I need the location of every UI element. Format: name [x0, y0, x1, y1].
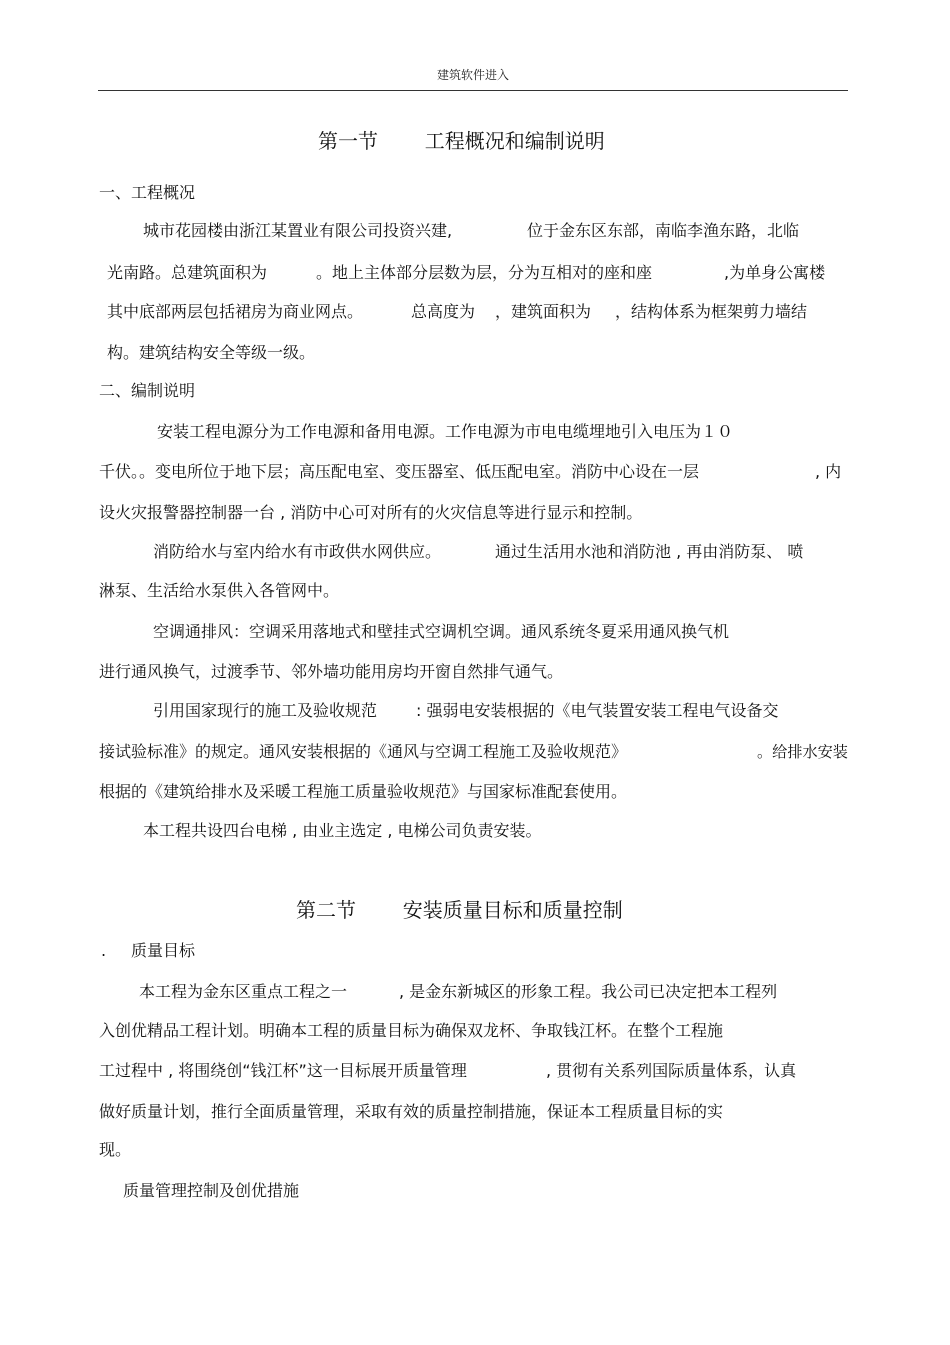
header-divider — [98, 90, 848, 91]
notes-power-line-1: 安装工程电源分为工作电源和备用电源。工作电源为市电电缆埋地引入电压为１０ — [157, 422, 734, 441]
notes-power-line-2a: 千伏。。变电所位于地下层；高压配电室、变压器室、低压配电室。消防中心设在一层 — [99, 462, 700, 481]
quality-line-2: 入创优精品工程计划。明确本工程的质量目标为确保双龙杯、争取钱江杯。在整个工程施 — [99, 1021, 724, 1040]
section2-subheading-dot: . — [101, 941, 107, 960]
overview-line-3a: 其中底部两层包括裙房为商业网点。 — [107, 302, 364, 321]
section2-subheading-control-measures: 质量管理控制及创优措施 — [123, 1181, 300, 1200]
section2-title-number: 第二节 — [296, 898, 356, 922]
notes-standards-line-2a: 接试验标准》的规定。通风安装根据的《通风与空调工程施工及验收规范》 — [99, 742, 628, 761]
notes-elevator-line: 本工程共设四台电梯 , 由业主选定 , 电梯公司负责安装。 — [143, 821, 542, 840]
section2-subheading-quality-goal: 质量目标 — [131, 941, 196, 960]
section1-title-number: 第一节 — [318, 129, 378, 153]
section2-title-text: 安装质量目标和质量控制 — [402, 898, 623, 922]
quality-line-1a: 本工程为金东区重点工程之一 — [139, 982, 348, 1001]
notes-water-line-1a: 消防给水与室内给水有市政供水网供应。 — [153, 542, 442, 561]
overview-line-2c: ,为单身公寓楼 — [724, 263, 826, 282]
quality-line-3b: , 贯彻有关系列国际质量体系，认真 — [546, 1061, 797, 1080]
overview-line-4: 构。建筑结构安全等级一级。 — [107, 343, 316, 362]
notes-hvac-line-1: 空调通排风：空调采用落地式和壁挂式空调机空调。通风系统冬夏采用通风换气机 — [153, 622, 730, 641]
section1-title-text: 工程概况和编制说明 — [424, 129, 605, 153]
page-header: 建筑软件进入 — [436, 68, 509, 82]
notes-water-line-1b: 通过生活用水池和消防池 , 再由消防泵、 喷 — [495, 542, 804, 561]
overview-line-2b: 。地上主体部分层数为层，分为互相对的座和座 — [316, 263, 653, 282]
notes-standards-line-2b: 。给排水安装 — [757, 743, 848, 761]
notes-hvac-line-2: 进行通风换气，过渡季节、邻外墙功能用房均开窗自然排气通气。 — [99, 662, 564, 681]
section1-title — [318, 128, 605, 154]
overview-line-3b: 总高度为 — [411, 302, 476, 321]
overview-line-2a: 光南路。总建筑面积为 — [107, 263, 268, 282]
notes-power-line-3: 设火灾报警器控制器一台 , 消防中心可对所有的火灾信息等进行显示和控制。 — [99, 503, 643, 522]
section1-subheading-overview: 一、工程概况 — [99, 183, 196, 202]
overview-line-1a: 城市花园楼由浙江某置业有限公司投资兴建, — [143, 221, 453, 240]
notes-water-line-2: 淋泵、生活给水泵供入各管网中。 — [99, 581, 340, 600]
section1-subheading-notes: 二、编制说明 — [99, 381, 196, 400]
notes-standards-line-1a: 引用国家现行的施工及验收规范 — [153, 701, 378, 720]
quality-line-1b: , 是金东新城区的形象工程。我公司已决定把本工程列 — [399, 982, 778, 1001]
overview-line-3d: ，结构体系为框架剪力墙结 — [615, 302, 808, 321]
quality-line-5: 现。 — [99, 1140, 132, 1159]
quality-line-3a: 工过程中 , 将围绕创“钱江杯”这一目标展开质量管理 — [99, 1061, 467, 1080]
notes-standards-line-1b: : 强弱电安装根据的《电气装置安装工程电气设备交 — [416, 701, 779, 720]
quality-line-4: 做好质量计划，推行全面质量管理，采取有效的质量控制措施，保证本工程质量目标的实 — [99, 1102, 724, 1121]
overview-line-1b: 位于金东区东部，南临李渔东路，北临 — [527, 221, 800, 240]
overview-line-3c: ，建筑面积为 — [495, 302, 592, 321]
notes-power-line-2b: , 内 — [815, 462, 842, 481]
section2-title — [296, 897, 623, 923]
notes-standards-line-3: 根据的《建筑给排水及采暖工程施工质量验收规范》与国家标准配套使用。 — [99, 782, 628, 801]
